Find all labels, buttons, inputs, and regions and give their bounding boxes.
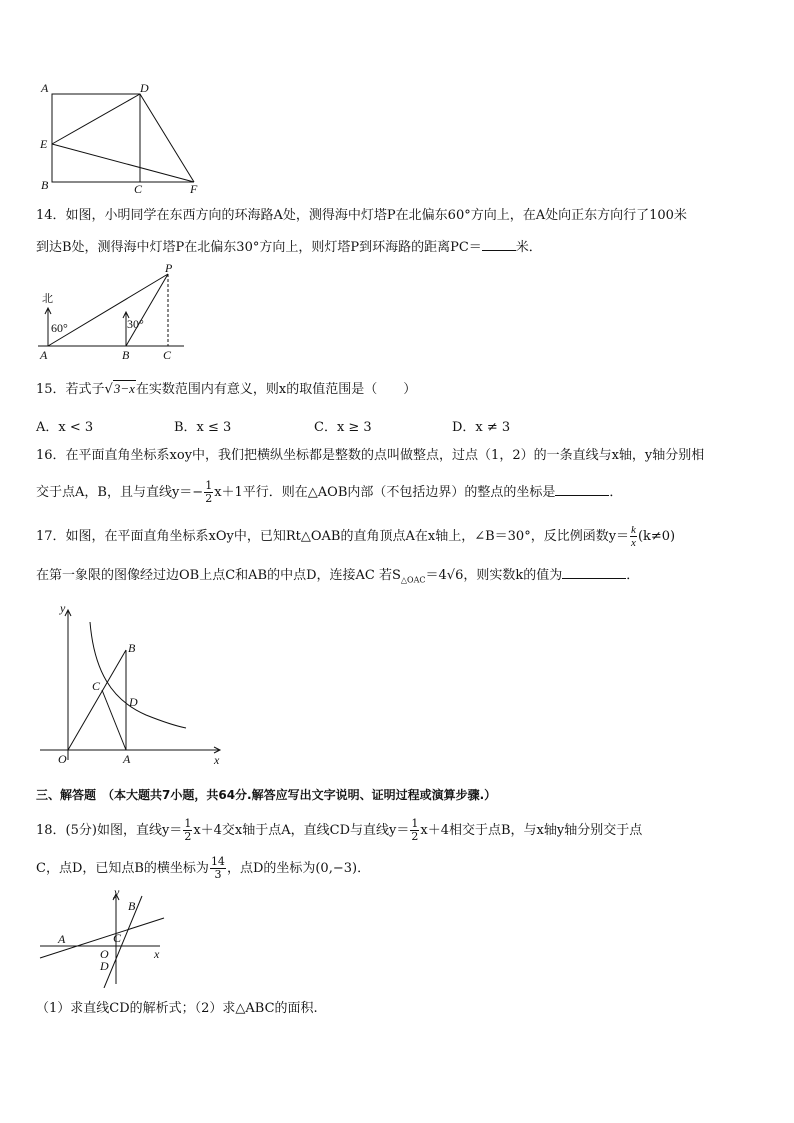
label-y: y [114, 888, 120, 899]
frac-numerator: k [631, 524, 636, 536]
frac-denominator: 3 [214, 868, 222, 881]
q16-line1: 16．在平面直角坐标系xoy中，我们把横纵坐标都是整数的点叫做整点，过点（1，2）的一条直线与x轴，y轴分别相 [36, 448, 705, 463]
segment-df [140, 94, 194, 182]
label-north: 北 [42, 292, 53, 305]
label-p: P [165, 262, 173, 275]
label-o: O [100, 947, 109, 961]
segment-ed [52, 94, 140, 144]
q14-text: 到达B处，测得海中灯塔P在北偏东30°方向上，则灯塔P到环海路的距离PC＝ [36, 240, 482, 255]
label-b: B [128, 641, 136, 655]
line-cd [104, 896, 142, 988]
option-d: D．x ≠ 3 [452, 420, 511, 435]
q18-text-e: ，点D的坐标为(0,−3)． [226, 861, 371, 876]
label-angle-60: 60° [51, 321, 68, 335]
label-angle-30: 30° [127, 317, 144, 331]
label-a: A [123, 752, 131, 766]
q15-stem [36, 380, 416, 399]
label-o: O [58, 752, 67, 766]
frac-numerator: 14 [210, 855, 225, 868]
q15-text-pre: 15．若式子 [36, 382, 105, 397]
figure-q13 [36, 78, 211, 196]
frac-denominator: 2 [411, 830, 419, 843]
q17-text-b: (k≠0) [637, 529, 676, 544]
label-a: A [58, 932, 66, 946]
sqrt-expression: √3−x [104, 381, 135, 397]
segment-ef [52, 144, 194, 182]
segment-ap [48, 274, 168, 346]
q17-line2 [36, 566, 639, 590]
option-a: A．x < 3 [36, 420, 94, 435]
q16-line2 [36, 480, 622, 505]
frac-denominator: 2 [184, 830, 192, 843]
fraction-14-3 [210, 856, 226, 881]
fraction-half [204, 480, 213, 505]
fraction-half-1 [183, 818, 192, 843]
q14-line1: 14．如图，小明同学在东西方向的环海路A处，测得海中灯塔P在北偏东60°方向上，在A处向正东方向行了100米 [36, 208, 687, 223]
q18-line2 [36, 856, 370, 881]
q16-text-c: ． [609, 485, 623, 500]
option-c: C．x ≥ 3 [314, 420, 372, 435]
frac-numerator: 1 [411, 817, 419, 830]
rectangle-abcd [52, 94, 140, 182]
answer-blank [562, 566, 626, 579]
q18-tasks: （1）求直线CD的解析式；（2）求△ABC的面积. [36, 1001, 318, 1016]
frac-numerator: 1 [184, 817, 192, 830]
figure-q14 [36, 262, 186, 362]
frac-denominator: 2 [205, 492, 213, 505]
q17-text-d: ＝4√6，则实数k的值为 [425, 568, 563, 583]
q14-unit: 米． [515, 240, 542, 255]
segment-bp [126, 274, 168, 346]
q17-text-a: 17．如图，在平面直角坐标系xOy中，已知Rt△OAB的直角顶点A在x轴上，∠B＝30°，反比例函数y＝ [36, 529, 630, 544]
hyperbola-curve [90, 622, 186, 728]
q18-text-c: x＋4相交于点B，与x轴y轴分别交于点 [420, 823, 643, 838]
q17-line1 [36, 524, 675, 549]
frac-denominator: x [631, 537, 636, 549]
label-e: E [40, 137, 48, 151]
section-heading: 三、解答题 （本大题共7小题，共64分.解答应写出文字说明、证明过程或演算步骤.） [36, 788, 497, 802]
q17-text-c: 在第一象限的图像经过边OB上点C和AB的中点D，连接AC 若S [36, 568, 401, 583]
fraction-half-2 [410, 818, 419, 843]
segment-ac [102, 690, 126, 750]
label-f: F [190, 182, 198, 196]
label-x: x [154, 947, 160, 961]
segment-ob [68, 650, 126, 750]
option-b: B．x ≤ 3 [174, 420, 232, 435]
label-c: C [134, 182, 143, 196]
label-a: A [40, 348, 48, 362]
label-d: D [100, 959, 109, 973]
figure-q17 [36, 600, 236, 770]
label-b: B [128, 899, 136, 913]
q18-text-b: x＋4交x轴于点A，直线CD与直线y＝ [193, 823, 410, 838]
label-c: C [163, 348, 172, 362]
label-x: x [214, 753, 220, 767]
answer-blank [482, 238, 516, 251]
fraction-k-over-x [630, 524, 637, 549]
label-c: C [113, 931, 122, 945]
q18-text-a: 18．(5分)如图，直线y＝ [36, 823, 183, 838]
label-c: C [92, 679, 101, 693]
area-subscript: △OAC [400, 575, 426, 585]
q17-text-e: ． [626, 568, 640, 583]
radicand: 3−x [113, 381, 135, 396]
answer-blank [555, 483, 609, 496]
label-b: B [122, 348, 130, 362]
label-y: y [60, 601, 66, 615]
q16-text-b: x＋1平行．则在△AOB内部（不包括边界）的整点的坐标是 [214, 485, 556, 500]
q15-text-post: 在实数范围内有意义，则x的取值范围是（ ） [135, 382, 417, 397]
frac-numerator: 1 [205, 479, 213, 492]
label-a: A [41, 81, 49, 95]
figure-q18 [36, 888, 176, 988]
q18-line1 [36, 818, 642, 843]
q14-line2 [36, 238, 542, 257]
label-d: D [129, 695, 138, 709]
q16-text-a: 交于点A，B，且与直线y＝− [36, 485, 204, 500]
label-b: B [41, 178, 49, 192]
label-d: D [140, 81, 149, 95]
q18-text-d: C，点D，已知点B的横坐标为 [36, 861, 209, 876]
